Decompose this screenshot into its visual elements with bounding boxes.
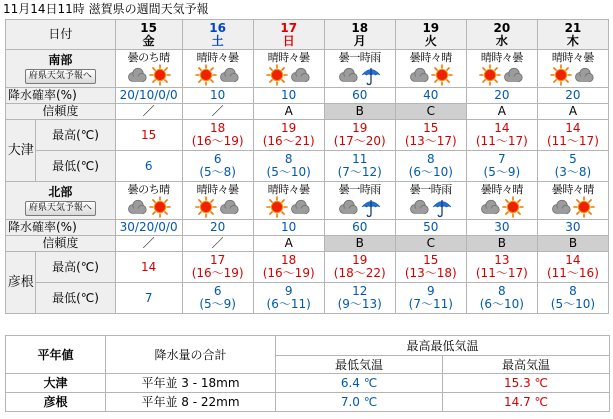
day-header [395, 20, 466, 50]
min-temp-range: (5〜10) [550, 297, 596, 311]
min-temp-cell [182, 283, 253, 314]
reliability-label: 信頼度 [6, 236, 116, 252]
day-header [466, 20, 537, 50]
min-temp-range: (6〜10) [408, 165, 453, 179]
max-temp-value: 14 [565, 121, 581, 135]
normals-precip: 平年並 8 - 22mm [106, 393, 276, 412]
min-temp-cell [115, 283, 182, 314]
day-number: 16 [209, 20, 226, 35]
sun-icon [195, 64, 217, 86]
min-temp-label: 最低(℃) [36, 151, 115, 182]
normals-precip: 平年並 3 - 18mm [106, 374, 276, 393]
min-temp-value: 11 [352, 152, 368, 166]
max-temp-cell [395, 252, 466, 283]
max-temp-cell [324, 120, 395, 151]
umbrella-icon [431, 196, 453, 218]
precip-label: 降水確率(%) [6, 220, 116, 236]
forecast-text: 晴時々曇 [196, 51, 239, 64]
min-temp-range: (7〜11) [408, 297, 453, 311]
min-temp-cell [253, 151, 324, 182]
forecast-cell [537, 50, 608, 88]
reliability-value: ／ [182, 104, 253, 120]
normals-max-temp: 15.3 ℃ [443, 374, 610, 393]
day-weekday: 金 [142, 33, 155, 48]
cloud-icon [218, 64, 240, 86]
cloud-icon [126, 196, 148, 218]
forecast-text: 晴時々曇 [267, 51, 310, 64]
cloud-icon [337, 64, 359, 86]
day-number: 17 [280, 20, 298, 35]
forecast-cell [466, 50, 537, 88]
weather-icons [254, 196, 324, 218]
date-header-label: 日付 [6, 20, 116, 50]
min-temp-range: (6〜11) [266, 297, 311, 311]
max-temp-range: (16〜19) [262, 266, 315, 280]
max-temp-range: (16〜19) [191, 266, 244, 280]
cloud-icon [408, 64, 430, 86]
cloud-icon [573, 64, 595, 86]
min-temp-range: (3〜8) [554, 165, 592, 179]
max-temp-range: (16〜21) [262, 134, 315, 148]
normals-label: 平年値 [6, 336, 106, 374]
max-temp-value: 18 [210, 121, 226, 135]
max-temp-range: (17〜20) [333, 134, 386, 148]
forecast-text: 曇時々晴 [480, 183, 523, 196]
max-temp-cell [537, 120, 608, 151]
region-name: 南部 [48, 53, 73, 67]
weekly-forecast-table [5, 19, 609, 314]
normals-max-temp: 14.7 ℃ [443, 393, 610, 412]
min-temp-cell [324, 151, 395, 182]
precip-value: 20 [537, 88, 608, 104]
max-temp-value: 15 [140, 127, 157, 142]
max-temp-range: (13〜17) [404, 134, 457, 148]
min-temp-value: 7 [144, 290, 153, 305]
precip-value: 60 [324, 220, 395, 236]
normals-min-header: 最低気温 [276, 356, 443, 374]
day-header [324, 20, 395, 50]
normals-precip-header: 降水量の合計 [106, 336, 276, 374]
sun-icon [550, 64, 572, 86]
max-temp-value: 14 [565, 253, 581, 267]
max-temp-cell [253, 120, 324, 151]
normals-temp-header: 最高最低気温 [276, 336, 610, 356]
cloud-icon [289, 64, 311, 86]
forecast-text: 曇のち晴 [127, 51, 170, 64]
max-temp-cell [324, 252, 395, 283]
min-temp-label: 最低(℃) [36, 283, 115, 314]
forecast-cell [253, 50, 324, 88]
cloud-icon [289, 196, 311, 218]
max-temp-range: (11〜17) [475, 266, 528, 280]
cloud-icon [550, 196, 572, 218]
max-temp-value: 19 [352, 253, 368, 267]
precip-value: 30 [466, 220, 537, 236]
cloud-icon [408, 196, 430, 218]
day-number: 15 [140, 20, 157, 35]
reliability-value: ／ [182, 236, 253, 252]
cloud-icon [337, 196, 359, 218]
forecast-text: 晴時々曇 [196, 183, 239, 196]
reliability-value: C [395, 236, 466, 252]
weather-icons [396, 196, 466, 218]
umbrella-icon [360, 196, 382, 218]
reliability-row [6, 236, 609, 252]
sun-icon [479, 64, 501, 86]
forecast-cell [466, 182, 537, 220]
forecast-text: 曇のち晴 [127, 183, 170, 196]
sun-icon [149, 196, 171, 218]
reliability-value: A [537, 104, 608, 120]
weather-icons [116, 64, 182, 86]
max-temp-cell [466, 120, 537, 151]
min-temp-value: 6 [213, 284, 222, 298]
min-temp-range: (7〜12) [337, 165, 382, 179]
forecast-cell [182, 182, 253, 220]
normals-min-temp: 7.0 ℃ [276, 393, 443, 412]
weather-icons [325, 196, 395, 218]
forecast-cell [324, 182, 395, 220]
day-number: 18 [351, 20, 369, 35]
reliability-value: B [466, 236, 537, 252]
normals-max-header: 最高気温 [443, 356, 610, 374]
day-number: 21 [564, 20, 582, 35]
reliability-value: B [324, 236, 395, 252]
precip-value: 40 [395, 88, 466, 104]
max-temp-cell [537, 252, 608, 283]
max-temp-label: 最高(℃) [36, 120, 115, 151]
forecast-text: 曇時々晴 [409, 51, 452, 64]
max-temp-range: (11〜16) [546, 266, 599, 280]
day-weekday: 月 [353, 33, 366, 48]
forecast-cell [253, 182, 324, 220]
reliability-value: ／ [115, 104, 182, 120]
min-temp-value: 12 [352, 284, 368, 298]
day-header [537, 20, 608, 50]
min-temp-value: 9 [426, 284, 435, 298]
reliability-value: C [395, 104, 466, 120]
min-temp-range: (5〜8) [199, 165, 236, 179]
date-header-row [6, 20, 609, 50]
day-weekday: 水 [495, 33, 508, 48]
max-temp-label: 最高(℃) [36, 252, 115, 283]
day-header [115, 20, 182, 50]
cloud-icon [126, 64, 148, 86]
region-cell [6, 50, 116, 88]
umbrella-icon [360, 64, 382, 86]
max-temp-cell [115, 120, 182, 151]
precip-value: 10 [182, 88, 253, 104]
max-temp-value: 17 [210, 253, 226, 267]
forecast-cell [182, 50, 253, 88]
normals-city: 彦根 [6, 393, 106, 412]
weather-icons [396, 64, 466, 86]
precip-value: 20/10/0/0 [115, 88, 182, 104]
min-temp-cell [253, 283, 324, 314]
normals-table [5, 335, 610, 412]
reliability-value: B [324, 104, 395, 120]
min-temp-row [6, 283, 609, 314]
min-temp-range: (5〜9) [483, 165, 521, 179]
forecast-row [6, 182, 609, 220]
max-temp-value: 15 [423, 121, 439, 135]
forecast-row [6, 50, 609, 88]
precip-value: 50 [395, 220, 466, 236]
day-weekday: 木 [566, 33, 579, 48]
min-temp-cell [466, 283, 537, 314]
weather-icons [183, 196, 253, 218]
forecast-text: 曇時々晴 [551, 183, 594, 196]
sun-icon [431, 64, 453, 86]
forecast-cell [395, 50, 466, 88]
max-temp-row [6, 120, 609, 151]
reliability-value: B [537, 236, 608, 252]
day-weekday: 日 [282, 33, 295, 48]
day-number: 19 [422, 20, 440, 35]
forecast-text: 曇一時雨 [338, 183, 381, 196]
max-temp-range: (11〜17) [475, 134, 528, 148]
prefecture-forecast-button[interactable]: 府県天気予報へ [25, 69, 96, 84]
min-temp-value: 7 [498, 152, 506, 166]
forecast-text: 曇一時雨 [409, 183, 452, 196]
min-temp-cell [395, 283, 466, 314]
min-temp-range: (5〜10) [266, 165, 311, 179]
reliability-value: A [253, 236, 324, 252]
min-temp-range: (9〜13) [337, 297, 382, 311]
weather-icons [254, 64, 324, 86]
max-temp-cell [115, 252, 182, 283]
precip-value: 20 [466, 88, 537, 104]
weather-icons [467, 196, 537, 218]
weather-icons [538, 196, 608, 218]
reliability-value: A [253, 104, 324, 120]
precip-value: 30 [537, 220, 608, 236]
forecast-cell [395, 182, 466, 220]
precip-row [6, 220, 609, 236]
forecast-text: 晴時々曇 [480, 51, 523, 64]
min-temp-row [6, 151, 609, 182]
reliability-value: ／ [115, 236, 182, 252]
max-temp-value: 14 [494, 121, 510, 135]
max-temp-cell [182, 252, 253, 283]
reliability-label: 信頼度 [6, 104, 116, 120]
sun-icon [266, 196, 288, 218]
max-temp-value: 19 [352, 121, 368, 135]
max-temp-range: (18〜22) [333, 266, 386, 280]
forecast-text: 晴時々曇 [267, 183, 310, 196]
min-temp-value: 6 [213, 152, 222, 166]
day-weekday: 土 [211, 33, 224, 48]
normals-city: 大津 [6, 374, 106, 393]
min-temp-value: 8 [569, 284, 577, 298]
region-name: 北部 [48, 185, 73, 199]
reliability-row [6, 104, 609, 120]
city-name: 彦根 [6, 252, 36, 314]
min-temp-value: 5 [569, 152, 577, 166]
max-temp-cell [182, 120, 253, 151]
min-temp-cell [537, 283, 608, 314]
min-temp-range: (5〜9) [199, 297, 236, 311]
forecast-cell [115, 182, 182, 220]
day-header [182, 20, 253, 50]
day-weekday: 火 [424, 33, 437, 48]
min-temp-value: 8 [498, 284, 506, 298]
min-temp-cell [115, 151, 182, 182]
max-temp-value: 18 [281, 253, 297, 267]
precip-value: 30/20/0/0 [115, 220, 182, 236]
min-temp-range: (6〜10) [479, 297, 524, 311]
forecast-text: 晴時々曇 [551, 51, 594, 64]
weather-icons [538, 64, 608, 86]
min-temp-cell [466, 151, 537, 182]
forecast-cell [324, 50, 395, 88]
weather-icons [183, 64, 253, 86]
precip-value: 60 [324, 88, 395, 104]
min-temp-cell [324, 283, 395, 314]
min-temp-value: 6 [144, 158, 153, 173]
reliability-value: A [466, 104, 537, 120]
precip-label: 降水確率(%) [6, 88, 116, 104]
sun-icon [266, 64, 288, 86]
cloud-icon [479, 196, 501, 218]
max-temp-range: (16〜19) [191, 134, 244, 148]
max-temp-value: 14 [140, 259, 157, 274]
sun-icon [149, 64, 171, 86]
normals-min-temp: 6.4 ℃ [276, 374, 443, 393]
min-temp-cell [395, 151, 466, 182]
min-temp-value: 9 [284, 284, 293, 298]
day-header [253, 20, 324, 50]
min-temp-value: 8 [284, 152, 293, 166]
precip-value: 10 [253, 220, 324, 236]
max-temp-value: 15 [423, 253, 439, 267]
max-temp-row [6, 252, 609, 283]
precip-row [6, 88, 609, 104]
forecast-cell [115, 50, 182, 88]
precip-value: 20 [182, 220, 253, 236]
max-temp-range: (13〜18) [404, 266, 457, 280]
max-temp-cell [395, 120, 466, 151]
day-number: 20 [493, 20, 511, 35]
min-temp-value: 8 [426, 152, 435, 166]
sun-icon [502, 196, 524, 218]
max-temp-cell [466, 252, 537, 283]
city-name: 大津 [6, 120, 36, 182]
cloud-icon [218, 196, 240, 218]
min-temp-cell [182, 151, 253, 182]
max-temp-range: (11〜17) [546, 134, 599, 148]
page-title: 11月14日11時 滋賀県の週間天気予報 [3, 2, 209, 16]
sun-icon [195, 196, 217, 218]
max-temp-value: 13 [494, 253, 510, 267]
max-temp-value: 19 [281, 121, 297, 135]
cloud-icon [502, 64, 524, 86]
forecast-text: 曇一時雨 [338, 51, 381, 64]
weather-icons [467, 64, 537, 86]
max-temp-cell [253, 252, 324, 283]
precip-value: 10 [253, 88, 324, 104]
forecast-cell [537, 182, 608, 220]
min-temp-cell [537, 151, 608, 182]
sun-icon [573, 196, 595, 218]
weather-icons [116, 196, 182, 218]
region-cell [6, 182, 116, 220]
prefecture-forecast-button[interactable]: 府県天気予報へ [25, 201, 96, 216]
weather-icons [325, 64, 395, 86]
